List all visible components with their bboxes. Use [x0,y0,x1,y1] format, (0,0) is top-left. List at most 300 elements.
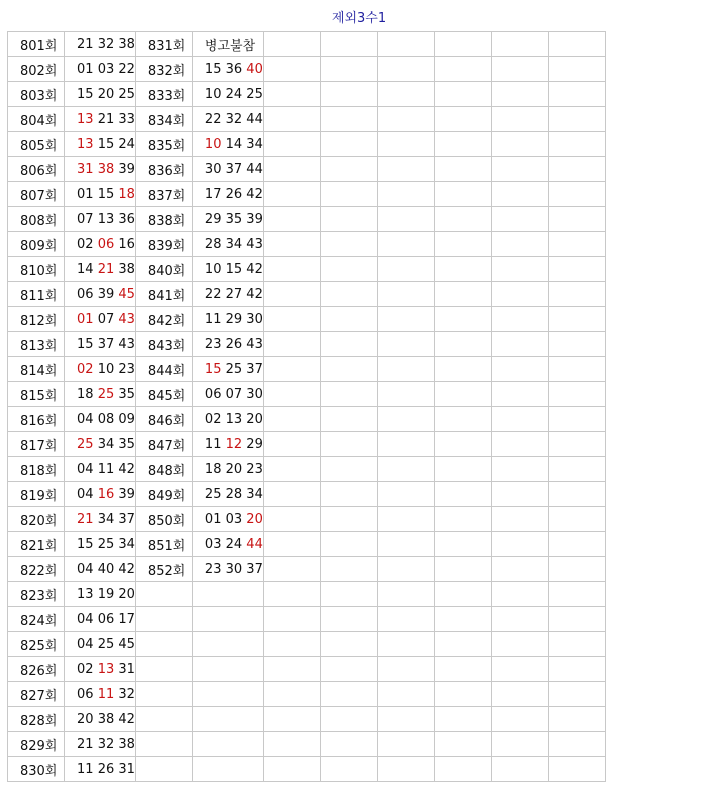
numbers-cell [65,332,136,357]
empty-cell [548,432,605,457]
empty-cell [320,607,377,632]
number: 36 [225,61,243,77]
numbers-cell [192,32,263,57]
round-cell: 835회 [135,132,192,157]
number: 06 [204,386,222,402]
empty-cell [548,282,605,307]
round-cell: 809회 [8,232,65,257]
empty-cell [491,632,548,657]
empty-cell [377,482,434,507]
empty-cell [434,457,491,482]
empty-cell [548,207,605,232]
number: 24 [225,536,243,552]
number: 22 [118,61,135,77]
numbers-cell [192,232,263,257]
empty-cell [377,232,434,257]
empty-cell [320,632,377,657]
empty-cell [434,682,491,707]
numbers-cell [65,382,136,407]
number: 06 [97,611,115,627]
round-cell: 846회 [135,407,192,432]
empty-cell [263,682,320,707]
number: 39 [97,286,115,302]
number: 25 [204,486,222,502]
number: 29 [225,311,243,327]
numbers-cell [192,482,263,507]
round-cell: 849회 [135,482,192,507]
number: 06 [77,686,94,702]
number: 20 [97,86,115,102]
empty-cell [491,207,548,232]
empty-cell [548,657,605,682]
table-row [8,382,606,407]
numbers-cell [65,182,136,207]
empty-cell [434,282,491,307]
highlighted-number: 18 [118,186,135,202]
number: 19 [97,586,115,602]
table-row [8,257,606,282]
empty-cell [491,682,548,707]
number: 04 [77,611,94,627]
number: 21 [77,736,94,752]
number: 38 [118,736,135,752]
round-cell: 819회 [8,482,65,507]
number: 26 [225,336,243,352]
empty-cell [263,182,320,207]
empty-cell [434,307,491,332]
empty-cell [434,157,491,182]
empty-cell [320,382,377,407]
numbers-cell [65,657,136,682]
empty-cell [320,132,377,157]
number: 07 [97,311,115,327]
number: 40 [97,561,115,577]
number: 31 [118,761,135,777]
empty-cell [263,132,320,157]
empty-cell [491,707,548,732]
number: 21 [77,36,94,52]
numbers-cell [65,157,136,182]
round-cell: 844회 [135,357,192,382]
empty-cell [320,432,377,457]
empty-cell [377,532,434,557]
numbers-cell [192,532,263,557]
number: 39 [118,161,135,177]
number: 26 [97,761,115,777]
numbers-cell [65,282,136,307]
numbers-cell [65,632,136,657]
table-row [8,757,606,782]
number: 20 [246,411,263,427]
number: 13 [77,586,94,602]
empty-cell [377,332,434,357]
numbers-cell [65,607,136,632]
empty-cell [548,682,605,707]
number: 07 [77,211,94,227]
table-row [8,682,606,707]
number: 32 [97,736,115,752]
number: 25 [97,536,115,552]
empty-cell [320,357,377,382]
number: 11 [204,311,222,327]
empty-cell [434,632,491,657]
empty-cell [491,432,548,457]
number: 10 [204,86,222,102]
round-cell: 839회 [135,232,192,257]
number: 23 [204,561,222,577]
empty-cell [320,157,377,182]
empty-cell [320,657,377,682]
empty-cell [320,557,377,582]
highlighted-number: 11 [97,686,115,702]
numbers-cell [192,557,263,582]
empty-cell [491,157,548,182]
table-row [8,607,606,632]
round-cell: 848회 [135,457,192,482]
round-cell [135,607,192,632]
empty-cell [434,32,491,57]
highlighted-number: 06 [97,236,115,252]
highlighted-number: 45 [118,286,135,302]
empty-cell [320,507,377,532]
numbers-cell [65,707,136,732]
number: 11 [204,436,222,452]
empty-cell [263,382,320,407]
empty-cell [320,32,377,57]
empty-cell [377,682,434,707]
table-row [8,457,606,482]
round-cell: 847회 [135,432,192,457]
table-row [8,107,606,132]
empty-cell [434,507,491,532]
round-cell: 826회 [8,657,65,682]
empty-cell [548,132,605,157]
empty-cell [263,432,320,457]
table-row [8,532,606,557]
number: 22 [204,286,222,302]
empty-cell [548,582,605,607]
numbers-cell [192,82,263,107]
empty-cell [491,582,548,607]
number: 27 [225,286,243,302]
number: 34 [118,536,135,552]
empty-cell [263,57,320,82]
empty-cell [491,132,548,157]
round-cell: 807회 [8,182,65,207]
round-cell: 802회 [8,57,65,82]
numbers-cell [65,357,136,382]
highlighted-number: 25 [97,386,115,402]
empty-cell [377,382,434,407]
empty-cell [434,257,491,282]
round-cell: 843회 [135,332,192,357]
empty-cell [263,207,320,232]
empty-cell [263,482,320,507]
number: 42 [246,286,263,302]
round-cell: 834회 [135,107,192,132]
numbers-cell [65,582,136,607]
highlighted-number: 20 [246,511,263,527]
empty-cell [491,757,548,782]
table-row [8,82,606,107]
empty-cell [434,432,491,457]
round-cell: 836회 [135,157,192,182]
number: 32 [97,36,115,52]
number: 03 [97,61,115,77]
number: 17 [118,611,135,627]
number: 02 [204,411,222,427]
round-cell: 808회 [8,207,65,232]
empty-cell [548,257,605,282]
empty-cell [263,582,320,607]
empty-cell [320,282,377,307]
empty-cell [263,307,320,332]
round-cell: 823회 [8,582,65,607]
empty-cell [548,32,605,57]
round-cell: 841회 [135,282,192,307]
empty-cell [491,607,548,632]
numbers-cell [192,307,263,332]
round-cell: 817회 [8,432,65,457]
number: 09 [118,411,135,427]
round-cell: 806회 [8,157,65,182]
number: 38 [118,261,135,277]
number: 04 [77,561,94,577]
empty-cell [320,107,377,132]
round-cell: 851회 [135,532,192,557]
table-row [8,307,606,332]
number: 39 [118,486,135,502]
empty-cell [434,357,491,382]
number: 15 [97,186,115,202]
highlighted-number: 40 [246,61,263,77]
round-cell: 824회 [8,607,65,632]
round-cell: 805회 [8,132,65,157]
empty-cell [263,507,320,532]
empty-cell [491,482,548,507]
number: 23 [204,336,222,352]
number: 20 [225,461,243,477]
number: 42 [246,261,263,277]
highlighted-number: 44 [246,536,263,552]
numbers-cell [192,132,263,157]
number: 43 [246,336,263,352]
number: 25 [118,86,135,102]
number: 13 [225,411,243,427]
empty-cell [263,557,320,582]
number: 33 [118,111,135,127]
round-cell: 845회 [135,382,192,407]
table-row [8,632,606,657]
number: 18 [204,461,222,477]
numbers-cell [65,82,136,107]
empty-cell [263,407,320,432]
numbers-cell [192,757,263,782]
numbers-cell [65,257,136,282]
empty-cell [491,107,548,132]
number: 08 [97,411,115,427]
number: 29 [246,436,263,452]
number: 14 [77,261,94,277]
round-cell: 825회 [8,632,65,657]
round-cell: 814회 [8,357,65,382]
empty-cell [548,507,605,532]
number: 15 [97,136,115,152]
number: 10 [97,361,115,377]
numbers-cell [65,307,136,332]
number: 03 [204,536,222,552]
empty-cell [491,332,548,357]
table-row [8,657,606,682]
numbers-cell [192,732,263,757]
number: 16 [118,236,135,252]
numbers-cell [192,107,263,132]
table-row [8,332,606,357]
numbers-cell [65,457,136,482]
round-cell: 837회 [135,182,192,207]
numbers-cell [65,432,136,457]
round-cell: 822회 [8,557,65,582]
number: 30 [204,161,222,177]
round-cell [135,632,192,657]
number: 34 [97,436,115,452]
empty-cell [263,82,320,107]
empty-cell [491,457,548,482]
round-cell: 832회 [135,57,192,82]
round-cell [135,582,192,607]
empty-cell [434,732,491,757]
number: 04 [77,486,94,502]
empty-cell [377,557,434,582]
empty-cell [377,582,434,607]
empty-cell [377,632,434,657]
highlighted-number: 13 [77,111,94,127]
number: 31 [118,661,135,677]
numbers-cell [192,182,263,207]
number: 37 [225,161,243,177]
round-cell: 803회 [8,82,65,107]
empty-cell [548,82,605,107]
table-row [8,182,606,207]
empty-cell [491,82,548,107]
empty-cell [320,332,377,357]
empty-cell [548,107,605,132]
empty-cell [491,357,548,382]
empty-cell [320,307,377,332]
number: 15 [225,261,243,277]
round-cell: 827회 [8,682,65,707]
number: 06 [77,286,94,302]
number: 42 [118,711,135,727]
number: 35 [118,386,135,402]
empty-cell [320,757,377,782]
round-cell: 815회 [8,382,65,407]
number: 30 [246,386,263,402]
empty-cell [263,532,320,557]
results-table-body [8,32,606,782]
highlighted-number: 21 [97,261,115,277]
number: 02 [77,236,94,252]
number: 21 [97,111,115,127]
highlighted-number: 02 [77,361,94,377]
empty-cell [377,32,434,57]
empty-cell [548,382,605,407]
number: 42 [118,561,135,577]
numbers-cell [192,382,263,407]
table-row [8,507,606,532]
highlighted-number: 31 [77,161,94,177]
round-cell: 813회 [8,332,65,357]
empty-cell [548,732,605,757]
empty-cell [434,557,491,582]
empty-cell [320,707,377,732]
round-cell: 833회 [135,82,192,107]
empty-cell [263,607,320,632]
empty-cell [320,457,377,482]
empty-cell [548,57,605,82]
empty-cell [434,332,491,357]
table-row [8,432,606,457]
table-row [8,282,606,307]
empty-cell [548,357,605,382]
numbers-cell [192,607,263,632]
empty-cell [434,532,491,557]
empty-cell [320,232,377,257]
highlighted-number: 13 [97,661,115,677]
numbers-cell [192,282,263,307]
empty-cell [491,232,548,257]
number: 34 [225,236,243,252]
empty-cell [434,132,491,157]
number: 24 [118,136,135,152]
table-row [8,582,606,607]
numbers-cell [65,557,136,582]
number: 37 [118,511,135,527]
empty-cell [263,707,320,732]
number: 병고불참 [204,38,256,54]
numbers-cell [65,757,136,782]
empty-cell [320,732,377,757]
highlighted-number: 12 [225,436,243,452]
empty-cell [548,457,605,482]
number: 35 [225,211,243,227]
empty-cell [377,757,434,782]
number: 29 [204,211,222,227]
number: 11 [77,761,94,777]
highlighted-number: 38 [97,161,115,177]
table-row [8,732,606,757]
empty-cell [377,732,434,757]
empty-cell [320,207,377,232]
numbers-cell [65,532,136,557]
number: 34 [246,486,263,502]
number: 42 [246,186,263,202]
number: 30 [225,561,243,577]
empty-cell [263,282,320,307]
number: 20 [77,711,94,727]
number: 28 [225,486,243,502]
empty-cell [377,657,434,682]
table-row [8,57,606,82]
round-cell: 852회 [135,557,192,582]
round-cell: 831회 [135,32,192,57]
empty-cell [263,457,320,482]
number: 37 [97,336,115,352]
empty-cell [491,32,548,57]
round-cell: 811회 [8,282,65,307]
empty-cell [377,107,434,132]
empty-cell [434,82,491,107]
